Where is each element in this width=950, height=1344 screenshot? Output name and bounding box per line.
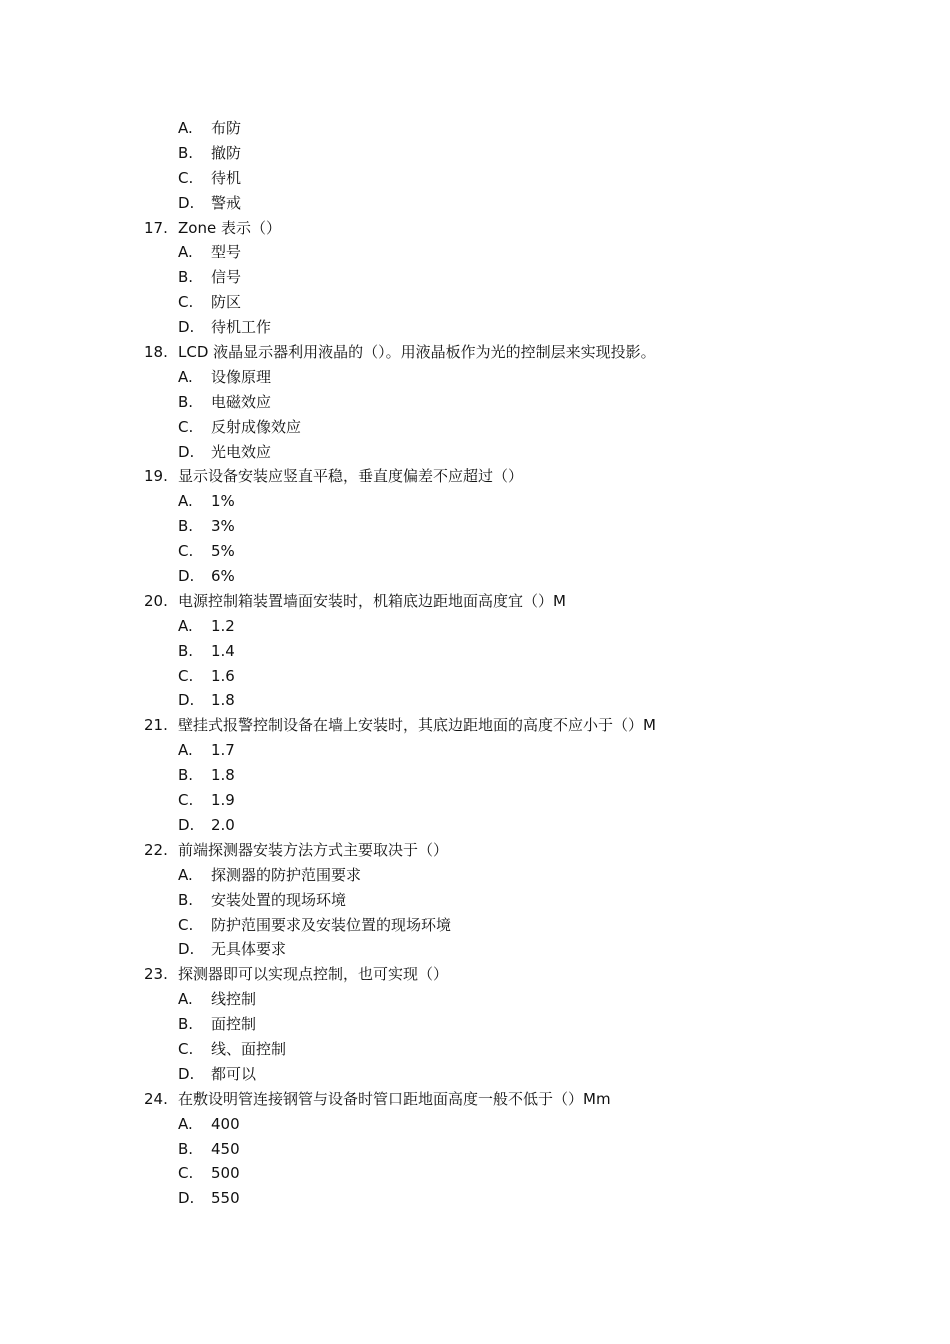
option-letter: D. xyxy=(178,691,195,710)
option-text: 探测器的防护范围要求 xyxy=(211,865,362,884)
option-text: 防护范围要求及安装位置的现场环境 xyxy=(211,915,452,934)
option-letter: D. xyxy=(178,1189,195,1208)
question-line xyxy=(0,340,950,365)
option-letter: C. xyxy=(178,1164,194,1183)
option-text: 撤防 xyxy=(211,143,242,162)
question-line xyxy=(0,713,950,738)
option-item xyxy=(0,240,950,265)
option-item xyxy=(0,166,950,191)
option-item xyxy=(0,116,950,141)
option-text: 1.9 xyxy=(211,791,235,810)
question-block xyxy=(0,464,950,588)
option-letter: B. xyxy=(178,517,194,536)
document-page xyxy=(0,116,950,1211)
option-text: 型号 xyxy=(211,243,242,262)
question-number: 18. xyxy=(144,343,168,362)
option-item xyxy=(0,863,950,888)
option-letter: A. xyxy=(178,243,193,262)
option-text: 550 xyxy=(211,1189,240,1208)
question-text: 探测器即可以实现点控制，也可实现（） xyxy=(178,965,449,984)
option-item xyxy=(0,390,950,415)
question-block xyxy=(0,1087,950,1211)
option-text: 500 xyxy=(211,1164,240,1183)
option-item xyxy=(0,440,950,465)
option-letter: B. xyxy=(178,890,194,909)
option-letter: D. xyxy=(178,193,195,212)
option-text: 设像原理 xyxy=(211,367,272,386)
question-block xyxy=(0,340,950,464)
option-text: 警戒 xyxy=(211,193,242,212)
option-text: 400 xyxy=(211,1114,240,1133)
question-line xyxy=(0,1087,950,1112)
option-letter: C. xyxy=(178,542,194,561)
option-letter: A. xyxy=(178,990,193,1009)
option-item xyxy=(0,290,950,315)
option-letter: C. xyxy=(178,666,194,685)
option-letter: C. xyxy=(178,1039,194,1058)
option-text: 5% xyxy=(211,542,235,561)
question-number: 21. xyxy=(144,716,168,735)
option-item xyxy=(0,415,950,440)
option-item xyxy=(0,564,950,589)
question-block xyxy=(0,962,950,1086)
option-text: 1.7 xyxy=(211,741,235,760)
option-text: 线控制 xyxy=(211,990,257,1009)
option-letter: B. xyxy=(178,1015,194,1034)
option-item xyxy=(0,763,950,788)
option-letter: A. xyxy=(178,616,193,635)
option-letter: A. xyxy=(178,865,193,884)
question-number: 20. xyxy=(144,591,168,610)
option-letter: D. xyxy=(178,940,195,959)
option-text: 安装处置的现场环境 xyxy=(211,890,347,909)
option-item xyxy=(0,265,950,290)
question-line xyxy=(0,464,950,489)
question-number: 23. xyxy=(144,965,168,984)
option-letter: D. xyxy=(178,442,195,461)
option-item xyxy=(0,1012,950,1037)
option-letter: C. xyxy=(178,293,194,312)
option-item xyxy=(0,987,950,1012)
option-item xyxy=(0,539,950,564)
option-letter: B. xyxy=(178,641,194,660)
option-item xyxy=(0,365,950,390)
question-text: 壁挂式报警控制设备在墙上安装时，其底边距地面的高度不应小于（）M xyxy=(178,716,656,735)
option-letter: B. xyxy=(178,1139,194,1158)
option-letter: A. xyxy=(178,119,193,137)
question-text: LCD 液晶显示器利用液晶的（）。用液晶板作为光的控制层来实现投影。 xyxy=(178,343,656,362)
option-item xyxy=(0,489,950,514)
question-text: 前端探测器安装方法方式主要取决于（） xyxy=(178,840,449,859)
option-item xyxy=(0,1161,950,1186)
option-letter: A. xyxy=(178,367,193,386)
question-number: 22. xyxy=(144,840,168,859)
option-text: 1.4 xyxy=(211,641,235,660)
option-item xyxy=(0,738,950,763)
option-text: 线、面控制 xyxy=(211,1039,287,1058)
option-text: 光电效应 xyxy=(211,442,272,461)
option-item xyxy=(0,141,950,166)
option-text: 布防 xyxy=(211,119,242,137)
top-options xyxy=(0,116,950,216)
option-text: 待机工作 xyxy=(211,318,272,337)
option-text: 1.6 xyxy=(211,666,235,685)
question-block xyxy=(0,589,950,713)
option-letter: C. xyxy=(178,791,194,810)
question-block xyxy=(0,838,950,962)
option-item xyxy=(0,614,950,639)
option-item xyxy=(0,664,950,689)
question-block xyxy=(0,713,950,837)
option-item xyxy=(0,514,950,539)
option-text: 反射成像效应 xyxy=(211,417,302,436)
option-letter: B. xyxy=(178,268,194,287)
option-letter: B. xyxy=(178,766,194,785)
question-line xyxy=(0,216,950,241)
option-letter: B. xyxy=(178,392,194,411)
option-item xyxy=(0,913,950,938)
option-item xyxy=(0,888,950,913)
option-item xyxy=(0,1037,950,1062)
option-text: 1.8 xyxy=(211,691,235,710)
option-letter: C. xyxy=(178,168,194,187)
option-item xyxy=(0,788,950,813)
option-text: 450 xyxy=(211,1139,240,1158)
option-text: 6% xyxy=(211,567,235,586)
option-item xyxy=(0,1062,950,1087)
option-letter: C. xyxy=(178,915,194,934)
question-text: Zone 表示（） xyxy=(178,218,281,237)
option-item xyxy=(0,1112,950,1137)
question-text: 显示设备安装应竖直平稳，垂直度偏差不应超过（） xyxy=(178,467,524,486)
option-letter: A. xyxy=(178,492,193,511)
question-block xyxy=(0,216,950,340)
option-item xyxy=(0,315,950,340)
option-text: 1.8 xyxy=(211,766,235,785)
question-line xyxy=(0,838,950,863)
question-line xyxy=(0,962,950,987)
option-letter: A. xyxy=(178,741,193,760)
question-number: 17. xyxy=(144,218,168,237)
option-text: 防区 xyxy=(211,293,242,312)
option-letter: A. xyxy=(178,1114,193,1133)
option-letter: D. xyxy=(178,1064,195,1083)
option-text: 面控制 xyxy=(211,1015,257,1034)
option-text: 都可以 xyxy=(211,1064,257,1083)
option-text: 电磁效应 xyxy=(211,392,272,411)
question-text: 电源控制箱装置墙面安装时，机箱底边距地面高度宜（）M xyxy=(178,591,566,610)
option-item xyxy=(0,813,950,838)
question-text: 在敷设明管连接钢管与设备时管口距地面高度一般不低于（）Mm xyxy=(178,1089,611,1108)
option-text: 1% xyxy=(211,492,235,511)
option-text: 无具体要求 xyxy=(211,940,287,959)
option-text: 2.0 xyxy=(211,815,235,834)
option-item xyxy=(0,688,950,713)
option-item xyxy=(0,639,950,664)
option-text: 待机 xyxy=(211,168,242,187)
option-letter: D. xyxy=(178,567,195,586)
option-item xyxy=(0,937,950,962)
option-letter: D. xyxy=(178,815,195,834)
option-text: 1.2 xyxy=(211,616,235,635)
option-letter: B. xyxy=(178,143,194,162)
option-letter: C. xyxy=(178,417,194,436)
option-item xyxy=(0,191,950,216)
option-text: 信号 xyxy=(211,268,242,287)
option-text: 3% xyxy=(211,517,235,536)
question-number: 24. xyxy=(144,1089,168,1108)
question-line xyxy=(0,589,950,614)
option-item xyxy=(0,1137,950,1162)
option-letter: D. xyxy=(178,318,195,337)
option-item xyxy=(0,1186,950,1211)
question-number: 19. xyxy=(144,467,168,486)
